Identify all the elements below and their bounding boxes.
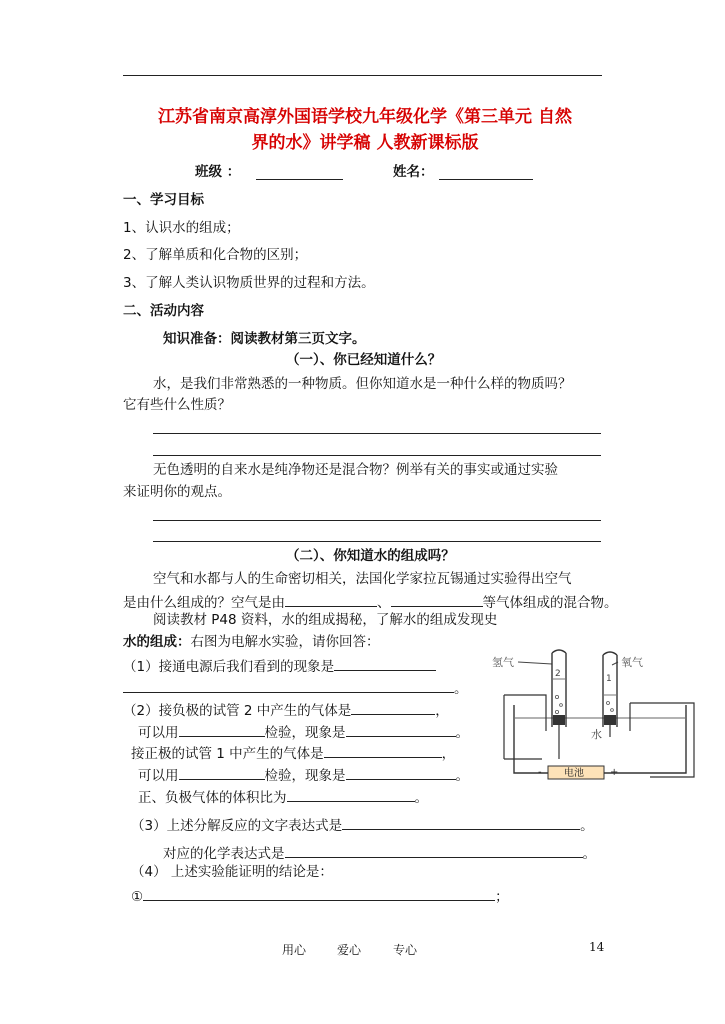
question-1-field[interactable] xyxy=(334,656,436,671)
oxygen-label: 氧气 xyxy=(621,656,643,669)
question-3b-text: 对应的化学表达式是 xyxy=(163,846,285,862)
air-composition-text: 是由什么组成的？空气是由 xyxy=(123,595,285,611)
bubbles-icon xyxy=(555,695,613,713)
question-2a xyxy=(123,700,449,719)
goal-item-1: 1、认识水的组成； xyxy=(123,220,240,236)
question-2a-end: ， xyxy=(435,703,449,719)
title-line-2: 界的水》讲学稿 人教新课标版 xyxy=(251,133,479,153)
header-rule xyxy=(123,75,602,76)
question-2b-mid: 检验，现象是 xyxy=(264,725,346,741)
question-3a xyxy=(131,815,594,834)
question-2d-pre: 可以用 xyxy=(138,768,179,784)
part1-question1-line1: 水，是我们非常熟悉的一种物质。但你知道水是一种什么样的物质吗？ xyxy=(153,376,572,392)
electrolysis-diagram xyxy=(490,645,700,785)
question-4: （4） 上述实验能证明的结论是： xyxy=(131,864,333,880)
question-4-item-1-end: ； xyxy=(495,889,509,905)
battery-minus: - xyxy=(538,767,542,778)
question-2b xyxy=(138,722,469,741)
water-composition-label: 水的组成： xyxy=(123,634,191,650)
question-3b-end: 。 xyxy=(582,846,596,862)
question-2d-phenomenon-field[interactable] xyxy=(346,765,456,780)
question-2b-method-field[interactable] xyxy=(179,722,265,737)
electrode-left xyxy=(553,715,565,725)
wire-right xyxy=(610,703,694,777)
question-4-item-1-field[interactable] xyxy=(143,886,495,901)
footer-motto-3: 专心 xyxy=(393,943,418,957)
question-2c-end: ， xyxy=(441,746,456,762)
electrode-right xyxy=(604,715,616,725)
question-2b-pre: 可以用 xyxy=(138,725,179,741)
air-gas-2-field[interactable] xyxy=(391,592,483,607)
water-composition-text: 右图为电解水实验，请你回答： xyxy=(190,634,380,650)
section2-heading: 二、活动内容 xyxy=(123,303,204,319)
question-2c-text: 接正极的试管 1 中产生的气体是 xyxy=(131,746,324,762)
part1-heading: （一）、你已经知道什么？ xyxy=(286,352,442,368)
separator: 、 xyxy=(377,595,391,611)
class-field[interactable] xyxy=(256,165,343,180)
question-3a-field[interactable] xyxy=(342,815,580,830)
question-3b-field[interactable] xyxy=(285,843,583,858)
part1-question1-line2: 它有些什么性质？ xyxy=(123,397,231,413)
question-2b-phenomenon-field[interactable] xyxy=(346,722,456,737)
reading-instruction: 阅读教材 P48 资料，水的组成揭秘，了解水的组成发现史 xyxy=(153,612,498,628)
question-2e-text: 正、负极气体的体积比为 xyxy=(138,790,287,806)
goal-item-3: 3、了解人类认识物质世界的过程和方法。 xyxy=(123,275,375,291)
battery-label: 电池 xyxy=(564,768,584,779)
question-2d xyxy=(138,765,469,784)
question-2a-field[interactable] xyxy=(351,700,435,715)
question-2c xyxy=(131,743,455,762)
battery-plus: + xyxy=(610,767,619,778)
footer-motto-2: 爱心 xyxy=(337,943,362,957)
wire-left xyxy=(504,695,559,759)
question-1 xyxy=(123,656,436,675)
part2-heading: （二）、你知道水的组成吗？ xyxy=(286,548,455,564)
answer-line[interactable] xyxy=(153,541,601,542)
question-1-continuation xyxy=(123,678,468,697)
question-2e-end: 。 xyxy=(414,790,428,806)
question-2d-method-field[interactable] xyxy=(179,765,265,780)
question-3b xyxy=(163,843,596,862)
question-2e-field[interactable] xyxy=(287,787,415,802)
tube-right-number: 1 xyxy=(606,674,612,684)
question-2c-field[interactable] xyxy=(324,743,442,758)
page-number: 14 xyxy=(589,940,605,954)
title-line-1: 江苏省南京高淳外国语学校九年级化学《第三单元 自然 xyxy=(158,107,572,127)
knowledge-prep: 知识准备：阅读教材第三页文字。 xyxy=(163,331,366,347)
question-2a-text: （2）接负极的试管 2 中产生的气体是 xyxy=(123,703,352,719)
part1-question2-line1: 无色透明的自来水是纯净物还是混合物？例举有关的事实或通过实验 xyxy=(153,462,558,478)
question-2e xyxy=(138,787,428,806)
water-label: 水 xyxy=(591,728,602,741)
answer-line[interactable] xyxy=(153,455,601,456)
section1-heading: 一、学习目标 xyxy=(123,192,204,208)
question-3a-end: 。 xyxy=(580,818,594,834)
question-2d-end: 。 xyxy=(455,768,469,784)
goal-item-2: 2、了解单质和化合物的区别； xyxy=(123,247,308,263)
part1-question2-line2: 来证明你的观点。 xyxy=(123,484,231,500)
footer-motto-1: 用心 xyxy=(282,943,307,957)
question-2b-end: 。 xyxy=(455,725,469,741)
air-gas-1-field[interactable] xyxy=(285,592,377,607)
part2-paragraph-line1: 空气和水都与人的生命密切相关，法国化学家拉瓦锡通过实验得出空气 xyxy=(153,571,572,587)
question-1-end: 。 xyxy=(454,681,468,697)
class-label: 班级 ： xyxy=(195,164,241,180)
air-composition-end: 等气体组成的混合物。 xyxy=(482,595,618,611)
question-3a-text: （3）上述分解反应的文字表达式是 xyxy=(131,818,343,834)
answer-line[interactable] xyxy=(153,433,601,434)
question-1-field-2[interactable] xyxy=(123,678,454,693)
question-2d-mid: 检验，现象是 xyxy=(264,768,346,784)
document-title xyxy=(120,104,610,156)
water-composition-line xyxy=(123,634,380,650)
item-marker: ① xyxy=(131,889,144,905)
part2-paragraph-line2 xyxy=(123,592,618,611)
name-label: 姓名： xyxy=(393,164,434,180)
question-1-text: （1）接通电源后我们看到的现象是 xyxy=(123,659,335,675)
answer-line[interactable] xyxy=(153,520,601,521)
tube-left-number: 2 xyxy=(555,669,561,679)
hydrogen-label: 氢气 xyxy=(492,656,514,669)
question-4-item-1 xyxy=(131,886,509,905)
name-field[interactable] xyxy=(439,165,533,180)
hydrogen-pointer xyxy=(518,662,552,664)
